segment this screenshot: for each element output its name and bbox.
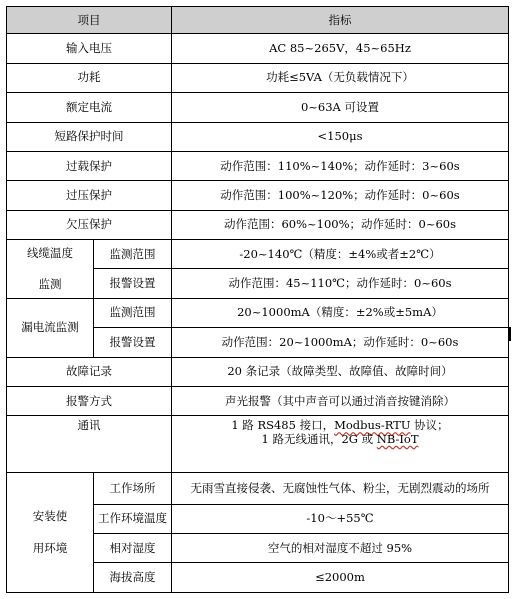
table-row [7,357,509,386]
comm-label: 通讯 [7,416,172,473]
row-value: <150μs [172,122,509,151]
sub-value: ≤2000m [172,563,509,593]
edge-mark [509,327,511,341]
sub-label: 海拔高度 [94,563,172,593]
leakage-label: 漏电流监测 [7,298,94,357]
sub-value: 动作范围：20~1000mA；动作延时：0~60s [172,328,509,357]
install-env-label [7,473,94,593]
comm-line-2 [174,433,506,446]
row-value: 声光报警（其中声音可以通过消音按键消除） [172,387,509,416]
comm-tech: NB-IoT [376,431,419,446]
sub-value: -20~140℃（精度：±4%或者±2℃） [172,240,509,269]
row-label: 短路保护时间 [7,122,172,151]
cable-temp-label [7,240,94,299]
comm-line-1-suffix: 协议； [410,418,449,433]
comm-line-2-prefix: 1 路无线通讯，2G 或 [261,431,377,446]
row-label: 故障记录 [7,357,172,386]
table-row [7,34,509,63]
table-row [7,298,509,327]
comm-value [172,416,509,473]
install-env-label-line2: 用环境 [32,540,68,555]
table-row [7,473,509,504]
header-item: 项目 [7,7,172,34]
sub-value: 空气的相对湿度不超过 95% [172,534,509,563]
row-label: 欠压保护 [7,210,172,239]
row-label: 额定电流 [7,93,172,122]
row-value: AC 85~265V，45~65Hz [172,34,509,63]
comm-line-1-prefix: 1 路 RS485 接口， [231,418,335,433]
sub-label: 工作场所 [94,473,172,504]
table-row [7,63,509,92]
table-row [7,93,509,122]
table-row [7,240,509,269]
sub-value: 20~1000mA（精度：±2%或±5mA） [172,298,509,327]
header-spec: 指标 [172,7,509,34]
row-label: 功耗 [7,63,172,92]
sub-value: 无雨雪直接侵袭、无腐蚀性气体、粉尘，无剧烈震动的场所 [172,473,509,504]
row-value: 20 条记录（故障类型、故障值、故障时间） [172,357,509,386]
sub-label: 监测范围 [94,298,172,327]
table-row [7,210,509,239]
row-label: 报警方式 [7,387,172,416]
row-value: 功耗≤5VA（无负载情况下） [172,63,509,92]
row-label: 输入电压 [7,34,172,63]
row-value: 动作范围：110%~140%；动作延时：3~60s [172,151,509,180]
table-header-row [7,7,509,34]
sub-label: 相对湿度 [94,534,172,563]
table-row [7,151,509,180]
cable-temp-label-line1: 线缆温度 [27,245,73,260]
table-row [7,181,509,210]
cable-temp-label-line2: 监测 [38,276,62,291]
install-env-label-line1: 安装使 [32,509,68,524]
row-label: 过压保护 [7,181,172,210]
sub-label: 报警设置 [94,328,172,357]
table-row [7,416,509,473]
row-value: 动作范围：60%~100%；动作延时：0~60s [172,210,509,239]
table-row [7,387,509,416]
row-value: 动作范围：100%~120%；动作延时：0~60s [172,181,509,210]
sub-value: 动作范围：45~110℃；动作延时：0~60s [172,269,509,298]
sub-label: 工作环境温度 [94,504,172,533]
spec-table [6,6,509,593]
sub-label: 监测范围 [94,240,172,269]
row-value: 0~63A 可设置 [172,93,509,122]
row-label: 过载保护 [7,151,172,180]
sub-value: -10～+55℃ [172,504,509,533]
comm-protocol: Modbus-RTU [334,418,411,433]
table-row [7,122,509,151]
sub-label: 报警设置 [94,269,172,298]
